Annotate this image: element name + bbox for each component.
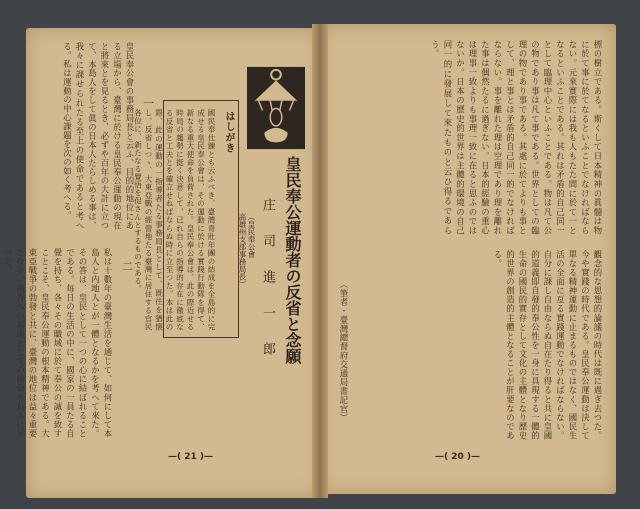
left-upper-body-text: 皇民奉公會の事務局長と云ふ、目的的地位にある立場から、臺灣に於ける皇民奉公運動の現在と將來とを見るとき、必ずや百年の大計に立つて、本島人をして眞の日本人たらしめる事は、我々に課せられたる至上の使命であると考へる。私は運動の中心課題を次の如く考へる。 (62, 42, 135, 230)
page-number-left: —( 21 )— (168, 452, 214, 462)
author-closing-note: （筆者・臺灣總督府交通局書記官） (339, 280, 349, 423)
lamp-illustration (247, 66, 305, 150)
foreword-text: 國民奉仕錬とも云ふべき、臺灣青壯年團の結成を全島的に完成せる皇民奉公會は、その運動に於ける實踐行動隊を得て、新なる重大使命を負荷された。皇民奉公會は、此の際近せる時局の趨勢に挺く決意して、已れ自らの指導的存在に徹底なる反省と工夫とを確立せねばならぬ時に立至つた。本は此の際、此の運動の一指導者たる事務局長として、既往を猶懐し、反省しつゝ、大東亞戰の經營地たる臺灣に居住する官民各位に、新たなる覺悟を促さんとするものである。 (133, 109, 216, 331)
left-lower-body-text: 私は十數年の臺灣生活を通じて、如何にして本島人と内地人とが一體となるかを考へて來た。その答は、皇民として一つの心に結ばれることである。每日の生活の中に、國家の一員たる自覺を持ち、各々その職域に於て奉公の誠を致すことこそ、皇民奉公運動の根本精神である。大東亞戰爭の勃發と共に、臺灣の地位は益々重要となり、南方への基地としての使命を負ふに至つた。 (3, 248, 113, 438)
page-number-right: —( 20 )— (435, 452, 481, 462)
author-affiliation: （皇民奉公會 高雄州支部事務局長） (238, 213, 256, 288)
foreword-heading: はしがき (223, 111, 234, 153)
right-upper-body-text: 標の樹立である。斯くして日本精神の眞髓は物に於て事に於てなるといふことでなければならない。元來實際には我も人もたた間に於て一となるといふことである。其れは矛盾的自己同一として臨理中心といふことである。物は凡て公の物であり事は凡て事である。世界としての臨理の物であり事である。其處に於てよりも事として、理と事とは矛盾的自己同一的でなければならない。事を離れた理は空理であり理を離れた事は偶然たるに過ぎない。日本的經驗の重心は理事一致よりも事理一致に在ると思ふのではないか。日本の歷史的世界は主體的環境の自己同一的に發展して來たものと云ひ得るであらう。 (430, 40, 603, 235)
right-lower-body-text: 觀念的な思想的論議の時代は既に過ぎ去つた。今や實踐の時代である。皇民奉公運動は決して單なる精神運動に止まるものではなく、國民生活の全面に亙る實踐運動でなければならない。自分に課し自由ならぬ自在たり得ると共に皇國的道義即自發的奉公性を一身に具現する一體的生命の國民的實存として文化の主體となり歷史的世界の創造的主體となることが肝要なのである。 (493, 250, 603, 440)
section-mark-1: 一 (143, 97, 154, 110)
article-author: 庄司進一郎 (260, 198, 275, 378)
foreword-box (133, 100, 239, 338)
article-title: 皇民奉公運動者の反省と念願 (283, 156, 302, 364)
book-gutter (312, 24, 328, 498)
section-mark-2: 二 (122, 260, 133, 273)
